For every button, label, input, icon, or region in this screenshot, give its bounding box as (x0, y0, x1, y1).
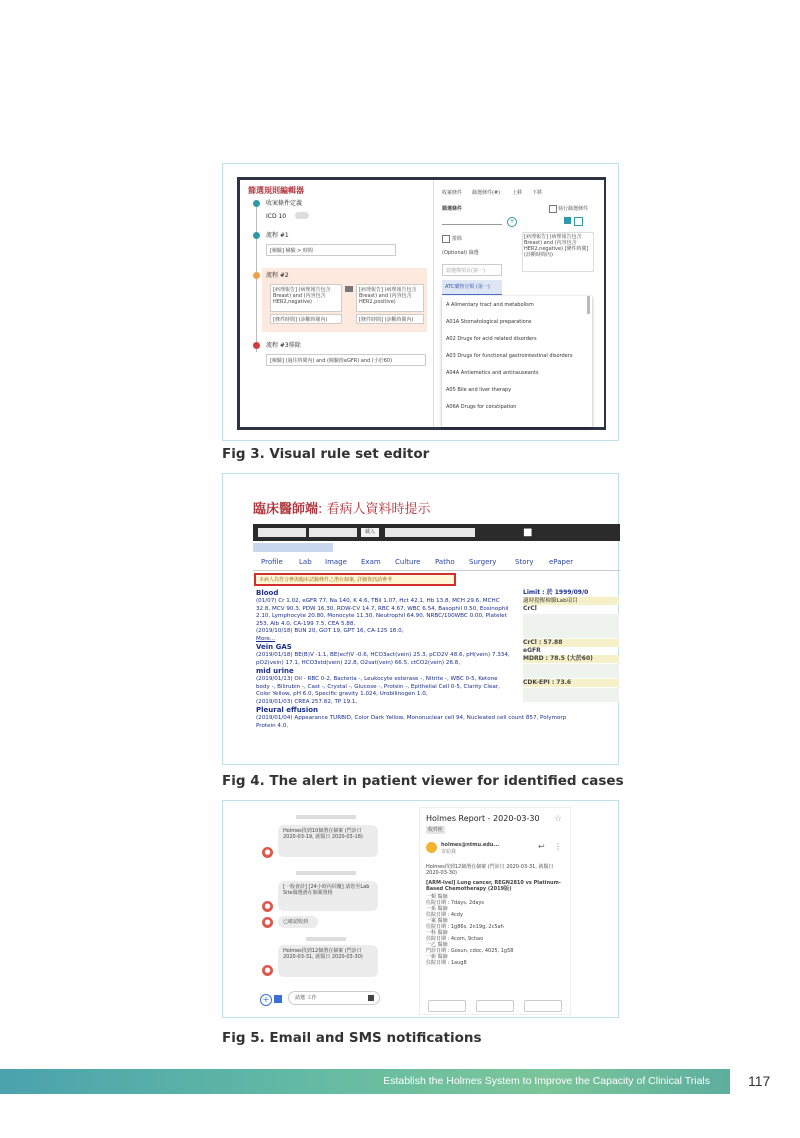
urine-line: (2019/01/13) Oil - RBC 0-2, Bacteria -, Leukocyte esterase -, Nitrite -, WBC 0-5, Ketone (256, 676, 498, 682)
fig5-frame (222, 800, 619, 1018)
panel-select[interactable]: 請選擇項目(第一) (442, 264, 502, 276)
dropdown-scrollbar[interactable] (587, 296, 590, 314)
tab-surgery[interactable]: Surgery (469, 558, 497, 566)
sms-message-4 (278, 945, 378, 977)
email-phone (419, 807, 571, 1015)
send-icon[interactable] (368, 995, 374, 1001)
fig4-frame (222, 473, 619, 765)
toolbar-input-2[interactable] (309, 528, 357, 537)
panel-tab-2[interactable]: 篩選條件(#) (472, 190, 501, 196)
dropdown-item[interactable]: A03 Drugs for functional gastrointestinal disorders (446, 353, 573, 359)
toolbar-input-3[interactable] (385, 528, 475, 537)
step-2-label: 流程 #1 (266, 232, 289, 239)
email-action-reply[interactable] (428, 1000, 466, 1012)
side-crcl: CrCl : 57.88 (523, 639, 619, 647)
blood-line: 2.10, Lymphocyte 20.80, Monocyte 11.30, Neutrophil 64.90, NRBC/100WBC 0.00, Platelet (256, 613, 507, 619)
exclude-checkbox[interactable] (442, 235, 450, 243)
step-3-left-rule[interactable] (270, 284, 342, 312)
email-line: 一科 醫師 (426, 930, 448, 936)
step-dot-3 (253, 272, 260, 279)
pleural-line: Protein 4.0, (256, 722, 289, 729)
side-crcl-title: CrCl (523, 605, 537, 612)
step-2-rule[interactable]: [檢驗] 檢驗 > 時間 (266, 244, 396, 256)
email-line: 一乙 醫師 (426, 942, 448, 948)
tab-culture[interactable]: Culture (395, 558, 421, 566)
sms-phone (256, 807, 397, 1013)
optional-filter-label: (Optional) 篩選 (442, 250, 479, 256)
fig4-heading-suffix: : 看病人資料時提示 (318, 502, 431, 517)
fig5-caption: Fig 5. Email and SMS notifications (222, 1030, 482, 1046)
panel-section-title: 篩選條件 (442, 206, 463, 212)
side-ckd-blur (523, 688, 619, 702)
sender-avatar (426, 842, 437, 853)
sms-avatar-icon: ● (262, 847, 273, 858)
dropdown-item[interactable]: A01A Stomatological preparations (446, 319, 532, 325)
urine-line: Color Yellow, pH 6.0, Specific gravity 1.024, Urobilinogen 1.0, (256, 691, 428, 697)
dropdown-item[interactable]: A02 Drugs for acid related disorders (446, 336, 537, 342)
fig3-caption: Fig 3. Visual rule set editor (222, 446, 430, 462)
blood-line: 32.8, MCV 90.3, PDW 16.30, RDW-CV 14.7, RBC 4.67, WBC 6.54, Basophil 0.50, Eosinophil (256, 605, 509, 612)
panel-tab-1[interactable]: 收案條件 (442, 190, 463, 196)
blood-title: Blood (256, 589, 279, 597)
step-1-chip (295, 212, 309, 219)
step-dot-4 (253, 342, 260, 349)
panel-right-note (522, 232, 594, 272)
pleural-title: Pleural effusion (256, 706, 319, 714)
email-intro-text: Holmes找到12個潛在個案 (門診日 2020-03-31, 就醫日 2020-03-30) (426, 864, 554, 876)
email-line: 一系 醫師 (426, 906, 448, 912)
dropdown-selected-text: ATC藥物分類 (第一) (445, 284, 490, 290)
fig3-screenshot (237, 177, 606, 430)
gallery-icon[interactable] (274, 995, 282, 1003)
email-line: 住院日期 : 7days, 2days (426, 900, 485, 906)
star-icon[interactable]: ☆ (554, 814, 563, 824)
step-dot-1 (253, 200, 260, 207)
blood-line: 253, Alb 4.0, CA-199 7.5, CEA 5.88, (256, 620, 356, 627)
gas-title: Vein GAS (256, 643, 292, 651)
fig4-heading-prefix: 臨床醫師端 (253, 502, 319, 517)
add-icon[interactable]: + (260, 994, 272, 1006)
gas-line: pO2(vein) 17.1, HCO3std(vein) 22.8, O2sat(vein) 66.5, ctCO2(vein) 26.8, (256, 659, 461, 666)
email-tag[interactable]: 收件匣 (428, 827, 444, 833)
teal-action-icon-2[interactable] (574, 217, 583, 226)
email-line: 住院日期 : 1aug8 (426, 960, 467, 966)
sms-date-3 (306, 937, 346, 941)
running-title: Establish the Holmes System to Improve the Capacity of Clinical Trials (383, 1075, 710, 1087)
user-icon[interactable]: ■ (523, 527, 533, 538)
tab-image[interactable]: Image (325, 558, 347, 566)
panel-right-note-text: [病理報告] (病理報告包含Breast) and (內容包含HER2,negative) [條件時間] (診斷時間內) (524, 234, 589, 258)
side-limit: Limit : 於 1999/09/0 (523, 589, 589, 596)
tab-lab[interactable]: Lab (299, 558, 312, 566)
fig3-frame (222, 163, 619, 441)
blurred-patient-bar (253, 543, 333, 552)
editor-title: 篩選規則編輯器 (248, 186, 304, 195)
sms-message-2 (278, 881, 378, 911)
urine-title: mid urine (256, 667, 294, 675)
step-3-right-rule[interactable] (356, 284, 424, 312)
dropdown-item[interactable]: A04A Antiemetics and antinauseants (446, 370, 539, 376)
step-3-left-text: [病理報告] (病理報告包含Breast) and (內容包含HER2,negative) (273, 287, 331, 305)
fig4-heading (253, 498, 431, 517)
side-crcl-blur (523, 614, 619, 638)
tab-profile[interactable]: Profile (261, 558, 283, 566)
viewer-toolbar (253, 524, 620, 541)
step-4-label: 流程 #3排除 (266, 342, 301, 349)
page-number: 117 (748, 1073, 771, 1089)
pleural-line: (2019/01/04) Appearance TURBID, Color Dark Yellow, Mononuclear cell 94, Nucleated cell count 857, Polymorp (256, 715, 567, 721)
side-egfr-title: eGFR (523, 647, 541, 654)
sms-date-1 (296, 815, 356, 819)
footer-band (0, 1069, 730, 1094)
or-chip (345, 286, 353, 292)
step-1-label: 收案條件定義 (266, 200, 303, 207)
side-mdrd: MDRD : 78.5 (大於60) (523, 655, 619, 663)
panel-checkbox[interactable] (549, 205, 557, 213)
toolbar-load-button[interactable]: 載入 (361, 528, 379, 537)
sms-input[interactable]: 請選 工作 (288, 991, 380, 1005)
email-to: 寄給我 (441, 849, 457, 855)
email-intro (426, 864, 562, 876)
candidate-alert[interactable] (254, 573, 456, 586)
sms-message-3: 已確認收到 (278, 916, 318, 928)
urine-line: body -, Bilirubin -, Cast -, Crystal -, Glucose -, Protein -, Epithelial Cell 0-5, Clarity Clear, (256, 683, 500, 690)
exclude-label: 排除 (452, 236, 463, 242)
candidate-alert-text: 本病人為符合參與臨床試驗條件之潛在個案, 詳細資訊請參考 (259, 577, 393, 583)
rule-side-panel (433, 180, 604, 427)
step-3-right-time[interactable]: [條件時間] (診斷時間內) (356, 314, 424, 324)
email-subject: Holmes Report - 2020-03-30 (426, 814, 540, 823)
dropdown-item[interactable]: A05 Bile and liver therapy (446, 387, 512, 393)
gas-line: (2019/01/18) BE(B)V -1.1, BE(ecf)V -0.6, HCO3act(vein) 25.3, pCO2V 48.6, pH(vein) 7.334, (256, 652, 510, 658)
dropdown-selected[interactable] (442, 280, 502, 295)
step-4-rule[interactable]: [檢驗] (過往時間內) and (檢驗值eGFR) and (小於60) (266, 354, 426, 366)
side-note: 適時提醒檢驗Lab項目 (523, 597, 619, 605)
sms-message-4-text: Holmes找到12個潛在個案 (門診日 2020-03-31, 就醫日 2020-03-30) (283, 948, 363, 960)
reply-icon[interactable]: ↩ (538, 842, 545, 851)
dropdown-item[interactable]: A06A Drugs for constipation (446, 404, 517, 410)
step-1-sub: ICD 10 (266, 213, 287, 220)
step-3-right-text: [病理報告] (病理報告包含Breast) and (內容包含HER2,positive) (359, 287, 417, 305)
fig4-caption: Fig 4. The alert in patient viewer for identified cases (222, 773, 624, 789)
sms-date-2 (296, 871, 356, 875)
panel-tab-4[interactable]: 下移 (532, 190, 543, 196)
email-trial (426, 880, 562, 892)
sms-message-1 (278, 825, 378, 857)
tab-patho[interactable]: Patho (435, 558, 455, 566)
step-3-left-time[interactable]: [條件時間] (診斷時間內) (270, 314, 342, 324)
email-action-forward[interactable] (524, 1000, 562, 1012)
tab-exam[interactable]: Exam (361, 558, 381, 566)
panel-select-underline[interactable] (442, 224, 502, 225)
side-ckd: CDK-EPI : 73.6 (523, 679, 619, 687)
sms-message-1-text: Holmes找到10個潛在個案 (門診日 2020-03-19, 就醫日 2020-03-18) (283, 828, 363, 840)
step-dot-2 (253, 232, 260, 239)
panel-checkbox-label: 執行篩選條件 (558, 206, 589, 212)
side-column (523, 589, 619, 749)
email-line: 住院日期 : 1g86s, 2n19g, 2c5ah (426, 924, 504, 930)
dropdown-list (442, 296, 592, 427)
sms-avatar-icon: ● (262, 965, 273, 976)
email-sender: holmes@ntmu.edu... (441, 842, 500, 848)
dropdown-item[interactable]: A Alimentary tract and metabolism (446, 302, 534, 308)
more-link[interactable]: More... (256, 635, 276, 642)
blood-line: (01/07) Cr 1.02, eGFR 77, Na 140, K 4.6, TBil 1.07, Hct 42.1, Hb 13.8, MCH 29.6, MCHC (256, 598, 500, 604)
viewer-tab-bar (253, 556, 620, 571)
email-action-reply-all[interactable] (476, 1000, 514, 1012)
email-trial-text: [ARM-lvel] Lung cancer, REGN2810 vs Platinum-Based Chemotherapy (2019版) (426, 880, 561, 892)
blood-line: (2019/10/18) BUN 20, GOT 19, GPT 16, CA-125 18.0, (256, 628, 404, 634)
urine-line: (2019/01/03) CREA 257.82, TP 19.1, (256, 698, 358, 705)
more-vert-icon[interactable]: ⋮ (554, 842, 562, 851)
tab-epaper[interactable]: ePaper (549, 558, 574, 566)
email-body-lines (426, 894, 562, 966)
sms-avatar-icon: ● (262, 901, 273, 912)
teal-action-icon[interactable] (564, 217, 571, 224)
email-line: 門診日期 : Gosun, cdoc, 4025, 1g58 (426, 948, 514, 954)
email-line: 一類 醫師 (426, 894, 448, 900)
email-line: 一新 醫師 (426, 954, 448, 960)
email-line: 一案 醫師 (426, 918, 448, 924)
tab-story[interactable]: Story (515, 558, 534, 566)
add-circle-icon[interactable]: + (507, 217, 517, 227)
sms-message-2-text: [一般會診] [24小時內回覆] 請您至Lab Site篩選潛在個案資格 (283, 884, 370, 896)
email-line: 住院日期 : 4com, 9chao (426, 936, 484, 942)
sms-avatar-icon: ● (262, 917, 273, 928)
side-mdrd-blur (523, 664, 619, 678)
panel-tab-3[interactable]: 上移 (512, 190, 523, 196)
step-3-label: 流程 #2 (266, 272, 289, 279)
toolbar-input-1[interactable] (258, 528, 306, 537)
email-line: 住院日期 : 4cdy (426, 912, 463, 918)
